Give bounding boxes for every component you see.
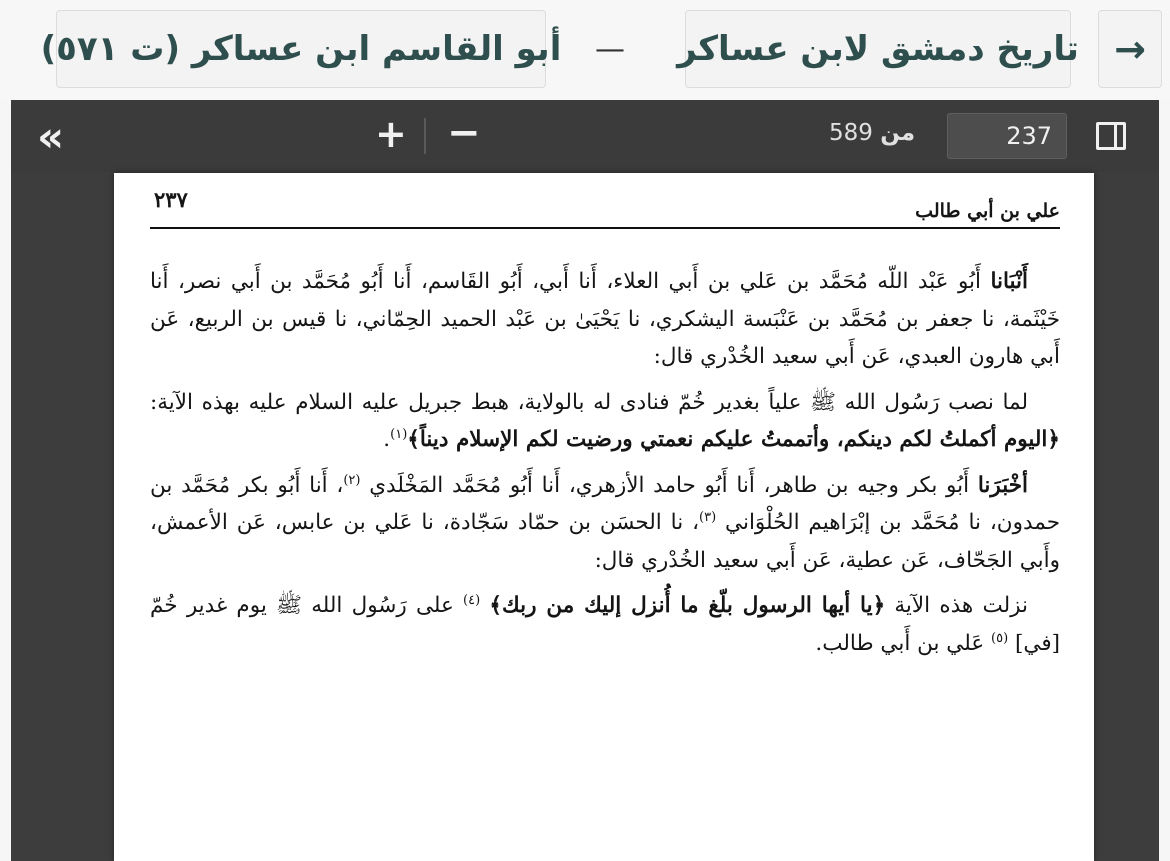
sentence-end: .	[383, 427, 391, 452]
footnote-ref[interactable]: (٥)	[991, 630, 1009, 646]
page-number: ٢٣٧	[154, 187, 188, 212]
paragraph-text: على رَسُول الله ﷺ يوم غدير خُمّ [في]	[150, 593, 1060, 656]
zoom-out-button[interactable]: −	[447, 110, 481, 156]
paragraph	[150, 384, 1060, 459]
footnote-ref[interactable]: (٤)	[463, 592, 481, 608]
paragraph-text: نزلت هذه الآية	[894, 593, 1028, 618]
toolbar-divider	[424, 118, 426, 154]
app-header	[0, 0, 1170, 100]
double-chevron-left-icon[interactable]: «	[37, 112, 59, 161]
paragraph-text: ، أَنا أَبُو بكر مُحَمَّد بن حمدون، نا مُحَمَّد بن إبْرَاهيم الحُلْوَاني	[150, 472, 1060, 535]
quran-verse: ﴿يا أيها الرسول بلّغ ما أُنزل إليك من ربك﴾	[489, 593, 886, 618]
paragraph	[150, 587, 1060, 662]
footnote-ref[interactable]: (١)	[390, 426, 408, 442]
running-head: علي بن أبي طالب	[915, 200, 1060, 222]
quran-verse: ﴿اليوم أكملتُ لكم دينكم، وأتممتُ عليكم نعمتي ورضيت لكم الإسلام ديناً﴾	[407, 427, 1060, 452]
paragraph	[150, 467, 1060, 580]
back-button[interactable]	[1098, 10, 1162, 88]
paragraph-text: لما نصب رَسُول الله ﷺ علياً بغدير خُمّ فنادى له بالولاية، هبط جبريل عليه السلام عليه بهذه الآية:	[150, 389, 1028, 415]
title-separator: —	[595, 31, 625, 67]
total-pages-label	[829, 120, 915, 146]
footnote-ref[interactable]: (٣)	[699, 509, 717, 525]
document-viewer	[11, 100, 1159, 861]
of-label: من	[880, 120, 916, 146]
viewer-toolbar	[11, 100, 1159, 172]
footnote-ref[interactable]: (٢)	[343, 472, 361, 488]
page-body	[150, 263, 1060, 670]
arrow-right-icon: →	[1114, 27, 1146, 71]
header-rule	[150, 227, 1060, 229]
book-title[interactable]: تاريخ دمشق لابن عساكر	[685, 10, 1071, 88]
sidebar-panel-icon[interactable]	[1096, 122, 1126, 150]
paragraph-text: أَبُو بكر وجيه بن طاهر، أَنا أَبُو حامد الأزهري، أَنا أَبُو مُحَمَّد المَخْلَدي	[369, 472, 970, 498]
book-page	[114, 173, 1094, 861]
paragraph-text: عَلي بن أَبي طالب.	[815, 630, 985, 656]
paragraph-text: أَبُو عَبْد اللّه مُحَمَّد بن عَلي بن أَبي العلاء، أَنا أَبي، أَبُو القَاسم، أَنا أَبُو مُحَمَّد بن أَبي نصر، أَنا خَيْثَمة، نا جعفر بن مُحَمَّد بن عَنْبَسة اليشكري، نا يَحْيَىٰ بن عَبْد الحميد الحِمّاني، نا قيس بن الربيع، عَن أَبي هارون العبدي، عَن أَبي سعيد الخُدْري قال:	[150, 269, 1060, 369]
author-name[interactable]: أبو القاسم ابن عساكر (ت ٥٧١)	[56, 10, 546, 88]
zoom-in-button[interactable]: +	[375, 112, 407, 156]
isnad-lead: أَنْبَانا	[990, 269, 1028, 294]
total-pages-value: 589	[829, 120, 873, 146]
paragraph	[150, 263, 1060, 376]
page-number-input[interactable]	[947, 113, 1067, 159]
isnad-lead: أخْبَرَنا	[977, 472, 1028, 498]
paragraph-text: ، نا الحسَن بن حمّاد سَجّادة، نا عَلي بن عابس، عَن الأعمش، وأَبي الجَحّاف، عَن عطية، عَن أَبي سعيد الخُدْري قال:	[150, 510, 1060, 573]
